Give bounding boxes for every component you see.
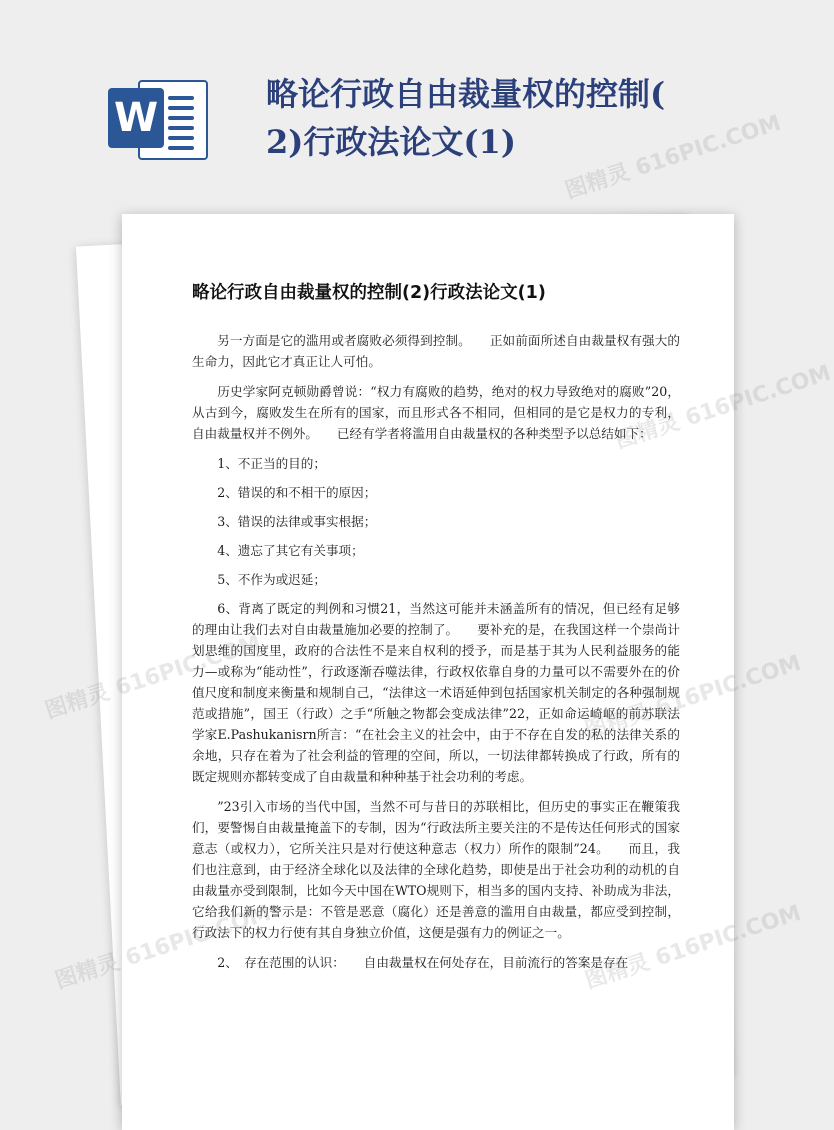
list-item: 1、不正当的目的；: [217, 456, 326, 471]
watermark: 图精灵: [52, 949, 123, 995]
paragraph-1: 另一方面是它的滥用或者腐败必须得到控制。 正如前面所述自由裁量权有强大的生命力，因此它才真正让人可怕。: [192, 333, 680, 369]
paragraph-5: 2、 存在范围的认识： 自由裁量权在何处存在，目前流行的答案是存在: [217, 955, 629, 970]
word-document-icon: [108, 70, 212, 166]
list-item: 2、错误的和不相干的原因；: [217, 485, 377, 500]
list-item: 5、不作为或迟延；: [217, 572, 326, 587]
document-title: [266, 70, 686, 166]
paragraph-2: 历史学家阿克顿勋爵曾说：“权力有腐败的趋势，绝对的权力导致绝对的腐败”20，从古到今，腐败发生在所有的国家，而且形式各不相同，但相同的是它是权力的专利，自由裁量权并不例外。 已经有学者将滥用自由裁量权的各种类型予以总结如下：: [192, 384, 680, 441]
list-item: 4、遗忘了其它有关事项；: [217, 543, 364, 558]
paragraph-3: 6、背离了既定的判例和习惯21，当然这可能并未涵盖所有的情况，但已经有足够的理由让我们去对自由裁量施加必要的控制了。 要补充的是，在我国这样一个崇尚计划思维的国度里，政府的合法性不是来自权利的授予，而是基于其为人民利益服务的能力—或称为“能动性”，行政逐渐吞噬法律，行政权依靠自身的力量可以不需要外在的价值尺度和制度来衡量和规制自己，“法律这一术语延伸到包括国家机关制定的各种强制规范或措施”，国王（行政）之手“所触之物都会变成法律”22，正如命运崎岖的前苏联法学家E.Pashukanisrn所言：“在社会主义的社会中，由于不存在自发的私的法律关系的余地，只存在着为了社会利益的管理的空间，所以，一切法律都转换成了行政，所有的既定规则亦都转变成了自由裁量和种种基于社会功利的考虑。: [192, 601, 680, 784]
document-page: [122, 214, 734, 1130]
paragraph-4: ”23引入市场的当代中国，当然不可与昔日的苏联相比，但历史的事实正在鞭策我们，要警惕自由裁量掩盖下的专制，因为“行政法所主要关注的不是传达任何形式的国家意志（或权力），它所关注只是对行使这种意志（权力）所作的限制”24。 而且，我们也注意到，由于经济全球化以及法律的全球化趋势，即使是出于社会功利的动机的自由裁量亦受到限制，比如今天中国在WTO规则下，相当多的国内支持、补助成为非法，它给我们新的警示是：不管是恶意（腐化）还是善意的滥用自由裁量，都应受到控制，行政法下的权力行使有其自身独立价值，这便是强有力的例证之一。: [192, 799, 680, 940]
watermark: 图精灵: [42, 679, 113, 725]
watermark: 图精灵 616PIC.COM: [562, 110, 785, 205]
document-title-line-2: 2)行政法论文(1): [266, 123, 516, 161]
list-item: 3、错误的法律或事实根据；: [217, 514, 377, 529]
document-title-line-1: 略论行政自由裁量权的控制(: [266, 75, 666, 113]
watermark: 616PIC.COM: [682, 360, 834, 432]
document-header: [0, 0, 800, 200]
page-heading: 略论行政自由裁量权的控制(2)行政法论文(1): [192, 283, 546, 303]
word-letter-tile: W: [108, 88, 164, 148]
